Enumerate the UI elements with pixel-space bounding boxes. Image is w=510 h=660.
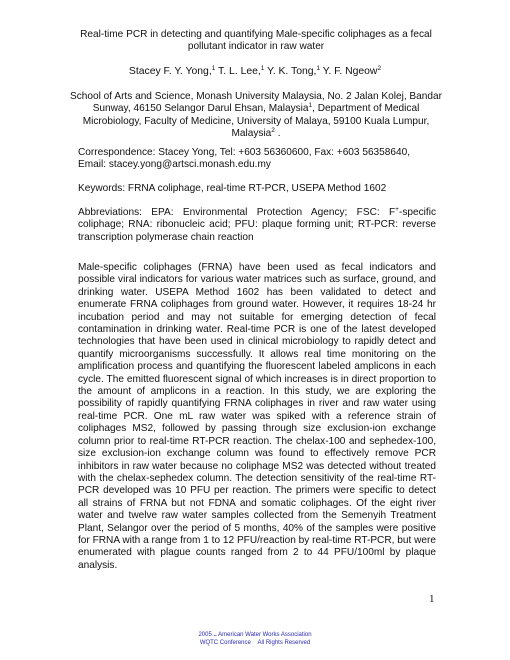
- abbreviations-superscript: +: [395, 206, 399, 213]
- footer-line-1: [150, 631, 360, 639]
- abbreviations-text: -specific coliphage; RNA: ribonucleic acid; PFU: plaque forming unit; RT-PCR: reverse transcription polymerase chain reaction: [78, 207, 436, 243]
- affiliation-text: School of Arts and Science, Monash University Malaysia, No. 2 Jalan Kolej, Bandar Sunway, 46150 Selangor Darul Ehsan, Malaysia: [70, 91, 442, 115]
- footer-line-2: [150, 639, 360, 647]
- page-footer: [150, 631, 360, 647]
- footer-rights: All Rights Reserved: [257, 640, 311, 646]
- author-name: T. L. Lee,: [218, 66, 261, 77]
- author-list: [60, 66, 450, 78]
- affiliation-end: .: [274, 128, 281, 140]
- footer-dots: ..: [213, 632, 217, 638]
- paper-title: Real-time PCR in detecting and quantifying Male-specific coliphages as a fecal pollutant indicator in raw water: [80, 29, 432, 53]
- affiliation-mark: 1: [308, 102, 313, 110]
- author-affiliation-mark: 2: [377, 65, 382, 72]
- affiliation-text: , Department of Medical Microbiology, Faculty of Medicine, University of Malaya, 59100 Kuala Lumpur, Malaysia: [82, 103, 430, 140]
- keywords: Keywords: FRNA coliphage, real-time RT-PCR, USEPA Method 1602: [78, 183, 387, 194]
- abstract-body: Male-specific coliphages (FRNA) have been used as fecal indicators and possible viral indicators for various water matrices such as surface, ground, and drinking water. USEPA Method 1602 has been validated to detect and enumerate FRNA coliphages from ground water. However, it requires 18-24 hr incubation period and may not suitable for emerging detection of fecal contamination in drinking water. Real-time PCR is one of the latest developed technologies that have been used in clinical microbiology to rapidly detect and quantify microorganisms successfully. It allows real time monitoring on the amplification process and quantifying the fluorescent labeled amplicons in each cycle. The emitted fluorescent signal of which increases is in direct proportion to the amount of amplicons in a reaction. In this study, we are exploring the possibility of rapidly quantifying FRNA coliphages in river and raw water using real-time PCR. One mL raw water was spiked with a reference strain of coliphages MS2, followed by passing through size exclusion-ion exchange column prior to real-time RT-PCR reaction. The chelax-100 and sephedex-100, size exclusion-ion exchange column was found to effectively remove PCR inhibitors in raw water because no coliphage MS2 was detected without treated with the chelax-sephedex column. The detection sensitivity of the real-time RT-PCR developed was 10 PFU per reaction. The primers were specific to detect all strains of FRNA but not FDNA and somatic coliphages. Of the eight river water and twelve raw water samples collected from the Semenyih Treatment Plant, Selangor over the period of 5 months, 40% of the samples were positive for FRNA with a range from 1 to 12 PFU/reaction by real-time RT-PCR, but were enumerated with plague counts ranged from 2 to 44 PFU/100ml by plaque analysis.: [78, 262, 436, 571]
- correspondence: [78, 147, 450, 172]
- correspondence-line: Correspondence: Stacey Yong, Tel: +603 56360600, Fax: +603 56358640,: [78, 147, 411, 158]
- footer-conference: WQTC Conference: [199, 640, 251, 646]
- author-name: Y. F. Ngeow: [322, 66, 378, 77]
- footer-year: 2005: [198, 632, 212, 638]
- author-affiliation-mark: 1: [260, 65, 265, 72]
- author-name: Stacey F. Y. Yong,: [128, 66, 212, 77]
- affiliations: [70, 91, 442, 141]
- affiliation-mark: 2: [271, 127, 275, 135]
- abbreviations: [78, 207, 436, 244]
- author-affiliation-mark: 1: [316, 65, 321, 72]
- footer-org: American Water Works Association: [218, 632, 312, 638]
- author-name: Y. K. Tong,: [267, 66, 317, 77]
- abbreviations-text: Abbreviations: EPA: Environmental Protection Agency; FSC: F: [78, 207, 396, 218]
- page-number: 1: [429, 593, 435, 605]
- correspondence-email: Email: stacey.yong@artsci.monash.edu.my: [78, 159, 271, 171]
- author-affiliation-mark: 1: [211, 65, 216, 72]
